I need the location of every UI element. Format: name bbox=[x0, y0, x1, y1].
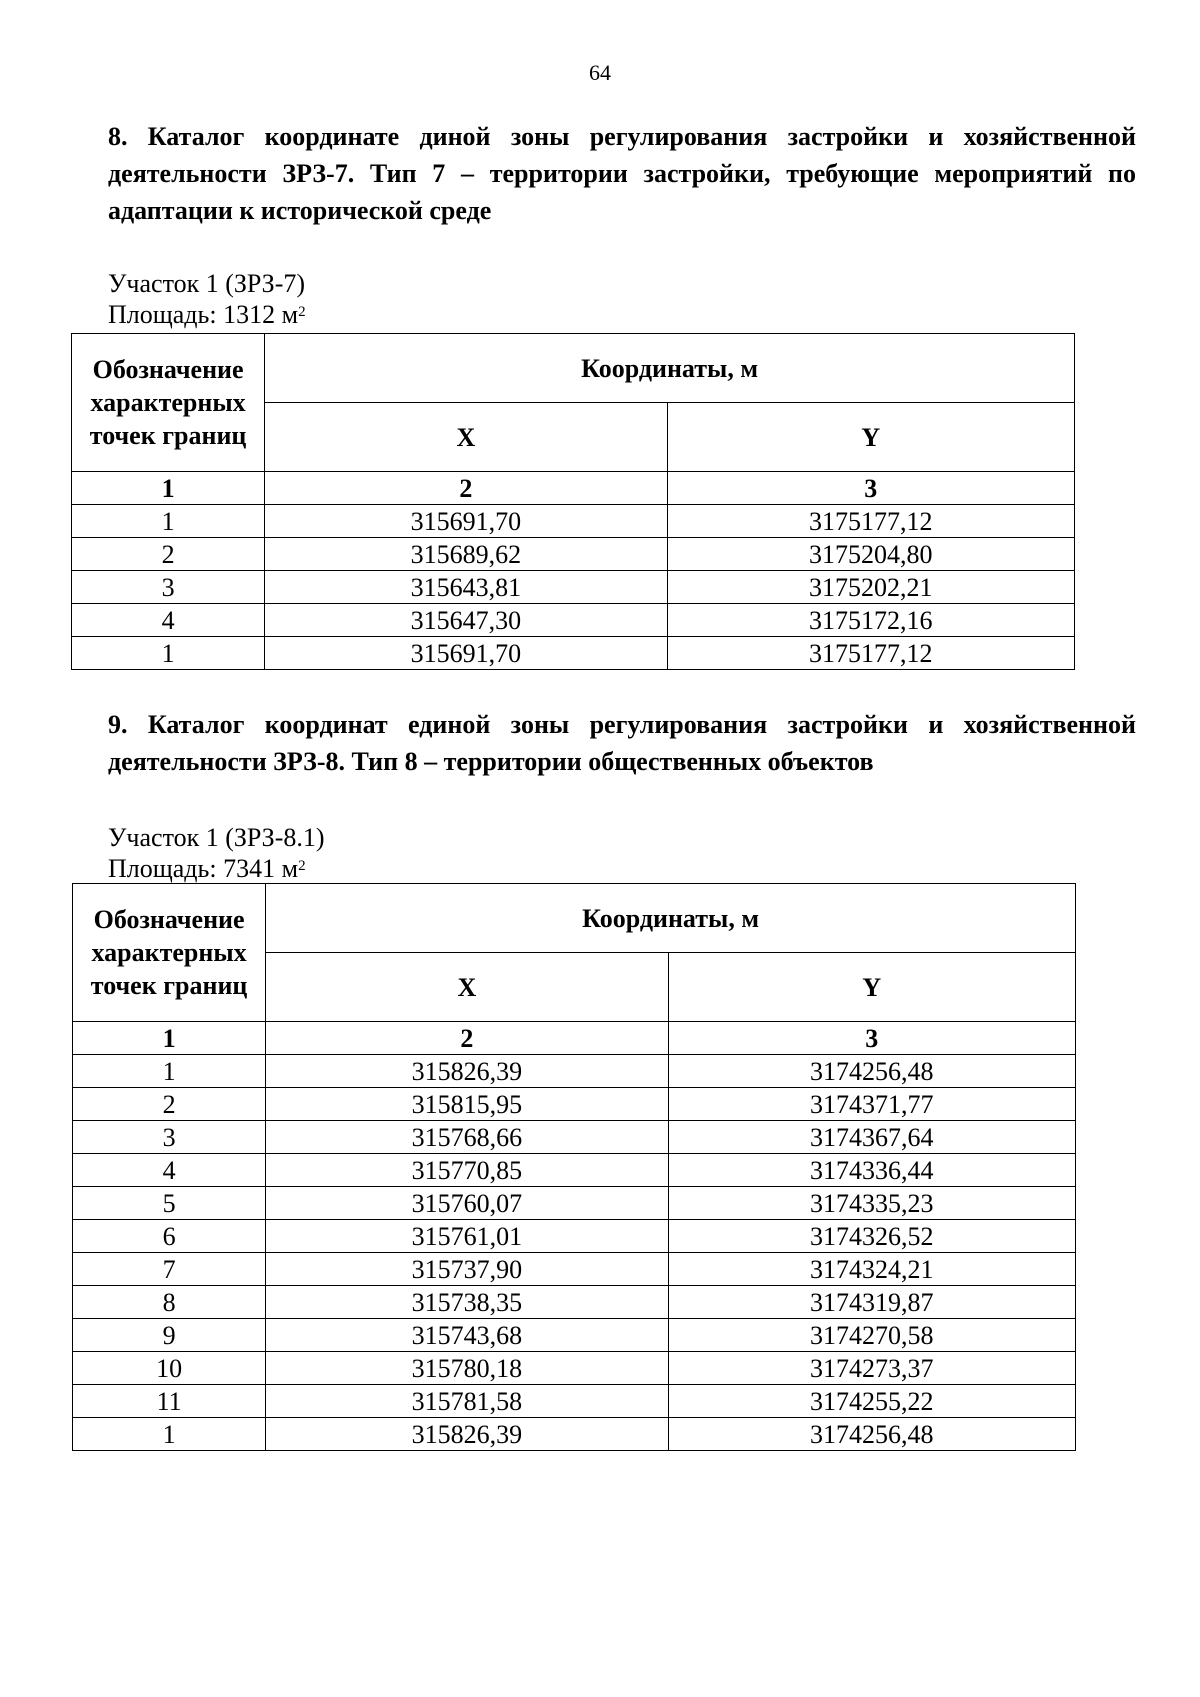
column-header-y: Y bbox=[667, 403, 1074, 472]
plot-info bbox=[108, 268, 306, 330]
point-cell: 4 bbox=[72, 604, 265, 637]
column-header-point: Обозначение характерных точек границ bbox=[72, 334, 265, 472]
x-coordinate-cell: 315781,58 bbox=[266, 1385, 668, 1418]
table-row bbox=[72, 571, 1075, 604]
table-row bbox=[73, 1055, 1076, 1088]
area-label: Площадь: 1312 $м^2$ bbox=[108, 300, 306, 329]
point-cell: 9 bbox=[73, 1319, 266, 1352]
y-coordinate-cell: 3174256,48 bbox=[668, 1418, 1075, 1451]
x-coordinate-cell: 315689,62 bbox=[265, 538, 667, 571]
x-coordinate-cell: 315760,07 bbox=[266, 1187, 668, 1220]
column-header-coordinates: Координаты, м bbox=[266, 884, 1076, 953]
point-cell: 7 bbox=[73, 1253, 266, 1286]
column-header-coordinates: Координаты, м bbox=[265, 334, 1075, 403]
coordinates-table bbox=[71, 333, 1075, 670]
page-number: 64 bbox=[589, 60, 611, 85]
point-cell: 1 bbox=[73, 1055, 266, 1088]
table-row bbox=[73, 1418, 1076, 1451]
y-coordinate-cell: 3174371,77 bbox=[668, 1088, 1075, 1121]
x-coordinate-cell: 315826,39 bbox=[266, 1055, 668, 1088]
table-row bbox=[72, 538, 1075, 571]
y-coordinate-cell: 3174367,64 bbox=[668, 1121, 1075, 1154]
x-coordinate-cell: 315743,68 bbox=[266, 1319, 668, 1352]
table-row bbox=[72, 505, 1075, 538]
plot-info bbox=[108, 822, 325, 884]
point-cell: 11 bbox=[73, 1385, 266, 1418]
column-header-x: X bbox=[265, 403, 667, 472]
x-coordinate-cell: 315643,81 bbox=[265, 571, 667, 604]
point-cell: 1 bbox=[72, 637, 265, 670]
x-coordinate-cell: 315691,70 bbox=[265, 637, 667, 670]
point-cell: 3 bbox=[73, 1121, 266, 1154]
area-superscript: 2 bbox=[298, 304, 306, 320]
table-row bbox=[73, 1385, 1076, 1418]
point-cell: 6 bbox=[73, 1220, 266, 1253]
plot-label: Участок 1 (ЗРЗ-7) bbox=[108, 269, 306, 298]
y-coordinate-cell: 3174256,48 bbox=[668, 1055, 1075, 1088]
section-heading: 9. Каталог координат единой зоны регулирования застройки и хозяйственной деятельности ЗРЗ-8. Тип 8 – территории общественных объектов bbox=[108, 710, 1136, 776]
y-coordinate-cell: 3175177,12 bbox=[667, 505, 1074, 538]
table-row bbox=[73, 1187, 1076, 1220]
y-coordinate-cell: 3175172,16 bbox=[667, 604, 1074, 637]
x-coordinate-cell: 315647,30 bbox=[265, 604, 667, 637]
column-index: 1 bbox=[72, 472, 265, 505]
table-row bbox=[73, 1154, 1076, 1187]
x-coordinate-cell: 315826,39 bbox=[266, 1418, 668, 1451]
area-superscript: 2 bbox=[298, 858, 306, 874]
column-header-x: X bbox=[266, 953, 668, 1022]
x-coordinate-cell: 315691,70 bbox=[265, 505, 667, 538]
x-coordinate-cell: 315780,18 bbox=[266, 1352, 668, 1385]
point-cell: 8 bbox=[73, 1286, 266, 1319]
y-coordinate-cell: 3175204,80 bbox=[667, 538, 1074, 571]
table-row bbox=[73, 1352, 1076, 1385]
x-coordinate-cell: 315737,90 bbox=[266, 1253, 668, 1286]
table-row bbox=[72, 637, 1075, 670]
x-coordinate-cell: 315768,66 bbox=[266, 1121, 668, 1154]
plot-label: Участок 1 (ЗРЗ-8.1) bbox=[108, 823, 325, 852]
y-coordinate-cell: 3174326,52 bbox=[668, 1220, 1075, 1253]
x-coordinate-cell: 315738,35 bbox=[266, 1286, 668, 1319]
point-cell: 10 bbox=[73, 1352, 266, 1385]
column-header-y: Y bbox=[668, 953, 1075, 1022]
table-row bbox=[73, 1220, 1076, 1253]
table-row bbox=[72, 604, 1075, 637]
point-cell: 2 bbox=[72, 538, 265, 571]
table-row bbox=[73, 1121, 1076, 1154]
area-label: Площадь: 7341 $м^2$ bbox=[108, 854, 306, 883]
point-cell: 5 bbox=[73, 1187, 266, 1220]
point-cell: 2 bbox=[73, 1088, 266, 1121]
y-coordinate-cell: 3174273,37 bbox=[668, 1352, 1075, 1385]
x-coordinate-cell: 315815,95 bbox=[266, 1088, 668, 1121]
point-cell: 4 bbox=[73, 1154, 266, 1187]
y-coordinate-cell: 3174270,58 bbox=[668, 1319, 1075, 1352]
table-row bbox=[73, 1286, 1076, 1319]
point-cell: 1 bbox=[72, 505, 265, 538]
coordinates-table bbox=[72, 883, 1076, 1451]
column-index: 1 bbox=[73, 1022, 266, 1055]
column-index: 2 bbox=[266, 1022, 668, 1055]
column-header-point: Обозначение характерных точек границ bbox=[73, 884, 266, 1022]
column-index: 2 bbox=[265, 472, 667, 505]
x-coordinate-cell: 315761,01 bbox=[266, 1220, 668, 1253]
x-coordinate-cell: 315770,85 bbox=[266, 1154, 668, 1187]
point-cell: 3 bbox=[72, 571, 265, 604]
y-coordinate-cell: 3174324,21 bbox=[668, 1253, 1075, 1286]
y-coordinate-cell: 3174335,23 bbox=[668, 1187, 1075, 1220]
table-row bbox=[73, 1253, 1076, 1286]
y-coordinate-cell: 3175177,12 bbox=[667, 637, 1074, 670]
point-cell: 1 bbox=[73, 1418, 266, 1451]
y-coordinate-cell: 3175202,21 bbox=[667, 571, 1074, 604]
table-row bbox=[73, 1319, 1076, 1352]
section-heading: 8. Каталог координате диной зоны регулирования застройки и хозяйственной деятельности ЗРЗ-7. Тип 7 – территории застройки, требующие мероприятий по адаптации к исторической среде bbox=[108, 122, 1136, 225]
y-coordinate-cell: 3174255,22 bbox=[668, 1385, 1075, 1418]
column-index: 3 bbox=[667, 472, 1074, 505]
y-coordinate-cell: 3174336,44 bbox=[668, 1154, 1075, 1187]
column-index: 3 bbox=[668, 1022, 1075, 1055]
y-coordinate-cell: 3174319,87 bbox=[668, 1286, 1075, 1319]
table-row bbox=[73, 1088, 1076, 1121]
